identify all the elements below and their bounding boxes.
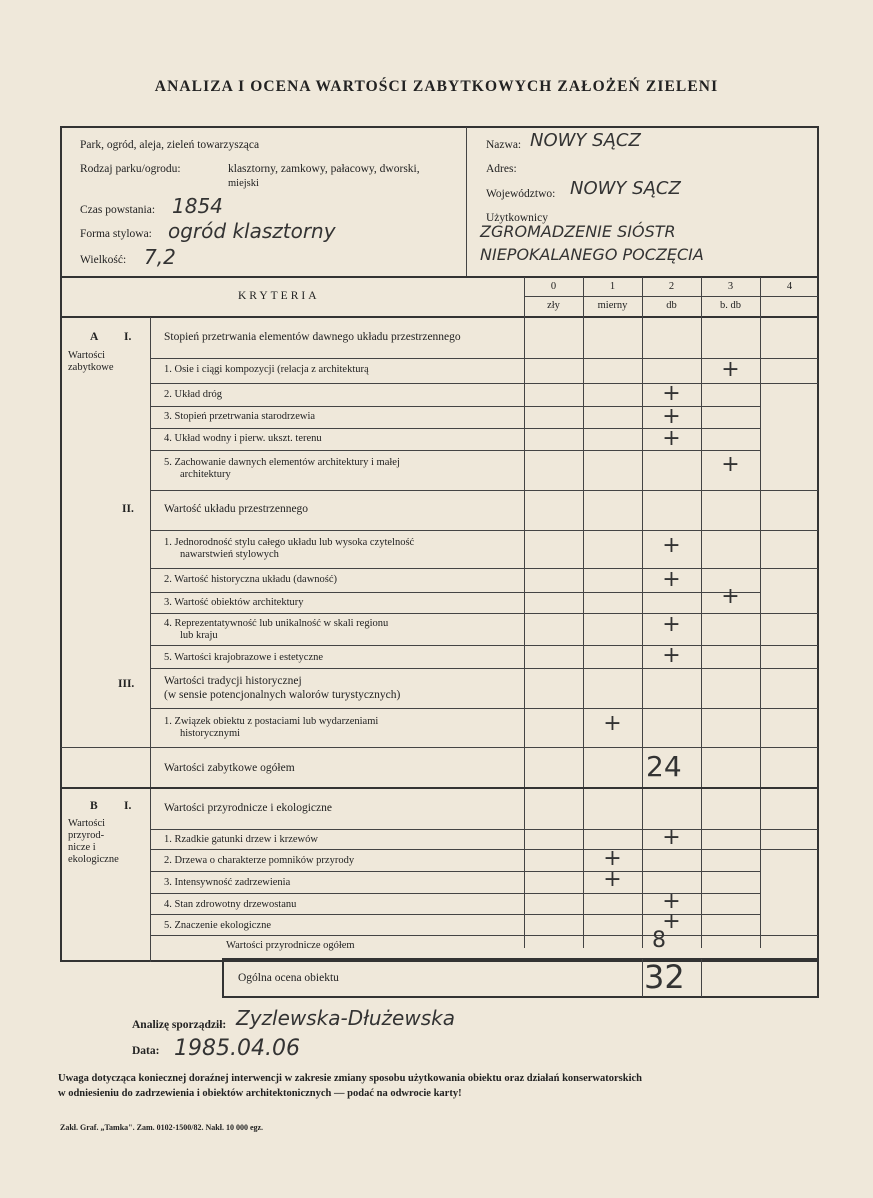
- grid-mark: +: [662, 612, 681, 637]
- a2-item-3: 3. Wartość obiektów architektury: [164, 597, 304, 608]
- overall-value: 32: [644, 958, 685, 996]
- kryteria-bottom-line: [61, 316, 818, 318]
- adres-label: Adres:: [486, 163, 517, 175]
- section-a-name-1: Wartości: [68, 350, 106, 361]
- kryteria-col-num-0: 0: [550, 281, 557, 292]
- forma-value: ogród klasztorny: [168, 219, 336, 243]
- section-b-name-1: Wartości: [68, 818, 106, 829]
- grid-mark: +: [662, 889, 681, 914]
- grid-mark: +: [662, 533, 681, 558]
- rodzaj-options: klasztorny, zamkowy, pałacowy, dworski,: [228, 163, 420, 175]
- kryteria-col-name-2: db: [666, 300, 677, 311]
- row-line: [150, 849, 818, 850]
- grid-mark: +: [662, 381, 681, 406]
- row-line: [150, 747, 818, 748]
- nazwa-value: NOWY SĄCZ: [530, 130, 641, 151]
- section-b-name-2: przyrod-: [68, 830, 105, 841]
- grid-mark: +: [721, 357, 740, 382]
- data-value: 1985.04.06: [174, 1036, 300, 1061]
- section-divider: [61, 787, 818, 789]
- grid-mark: +: [603, 867, 622, 892]
- park-line: Park, ogród, aleja, zieleń towarzysząca: [80, 139, 260, 151]
- grid-mark: +: [662, 909, 681, 934]
- row-line: [150, 568, 818, 569]
- section-a-g3-roman: III.: [118, 678, 135, 690]
- a2-heading: Wartość układu przestrzennego: [164, 503, 309, 515]
- row-line: [150, 613, 818, 614]
- imprint: Zakł. Graf. „Tamka". Zam. 0102-1500/82. Nakł. 10 000 egz.: [60, 1123, 264, 1132]
- b-heading: Wartości przyrodnicze i ekologiczne: [164, 802, 332, 814]
- a3-heading-2: (w sensie potencjonalnych walorów turystycznych): [164, 689, 401, 701]
- row-line: [150, 383, 818, 384]
- kryteria-col-num-4: 4: [786, 281, 793, 292]
- woj-label: Województwo:: [486, 188, 556, 200]
- note-line-1: Uwaga dotycząca koniecznej doraźnej interwencji w zakresie zmiany sposobu użytkowania obiektu oraz działań konserwatorskich: [58, 1073, 642, 1084]
- woj-value: NOWY SĄCZ: [570, 178, 681, 199]
- overall-divider: [701, 959, 702, 997]
- kryteria-col-name-1: mierny: [597, 300, 628, 311]
- b-total-value: 8: [652, 928, 666, 953]
- a2-item-1b: nawarstwień stylowych: [180, 549, 279, 560]
- section-a-left-sep: [61, 747, 151, 748]
- grid-mark: +: [662, 825, 681, 850]
- b-total-label: Wartości przyrodnicze ogółem: [226, 940, 355, 951]
- kryteria-label: KRYTERIA: [238, 290, 320, 302]
- analiza-label: Analizę sporządził:: [132, 1019, 227, 1031]
- section-a-name-2: zabytkowe: [68, 362, 114, 373]
- uzytk-value-2: NIEPOKALANEGO POCZĘCIA: [480, 245, 704, 264]
- a2-item-4b: lub kraju: [180, 630, 218, 641]
- row-line: [150, 645, 818, 646]
- a3-item-1: 1. Związek obiektu z postaciami lub wydarzeniami: [164, 716, 379, 727]
- b-item-4: 4. Stan zdrowotny drzewostanu: [164, 899, 297, 910]
- a2-item-5: 5. Wartości krajobrazowe i estetyczne: [164, 652, 324, 663]
- a2-item-4: 4. Reprezentatywność lub unikalność w skali regionu: [164, 618, 389, 629]
- section-b-code: B: [90, 800, 98, 812]
- analiza-value: Zyzlewska-Dłużewska: [236, 1006, 455, 1030]
- grid-mark: +: [662, 426, 681, 451]
- czas-value: 1854: [172, 194, 223, 218]
- uzytk-value-1: ZGROMADZENIE SIÓSTR: [480, 222, 676, 241]
- czas-label: Czas powstania:: [80, 204, 156, 216]
- grid-mark: +: [662, 567, 681, 592]
- kryteria-col-num-3: 3: [727, 281, 734, 292]
- grid-mark: +: [662, 643, 681, 668]
- left-column-line: [150, 317, 151, 962]
- a-total-value: 24: [646, 750, 682, 783]
- rodzaj-label: Rodzaj parku/ogrodu:: [80, 163, 181, 175]
- a1-item-5: 5. Zachowanie dawnych elementów architektury i małej: [164, 457, 400, 468]
- grid-mark: +: [662, 404, 681, 429]
- grid-mark: +: [603, 711, 622, 736]
- b-item-2: 2. Drzewa o charakterze pomników przyrody: [164, 855, 355, 866]
- b-item-5: 5. Znaczenie ekologiczne: [164, 920, 271, 931]
- grid-mark: +: [721, 584, 740, 609]
- a1-item-4: 4. Układ wodny i pierw. ukszt. terenu: [164, 433, 322, 444]
- overall-divider: [642, 959, 643, 997]
- b-item-3: 3. Intensywność zadrzewienia: [164, 877, 291, 888]
- kryteria-col-name-0: zły: [547, 300, 560, 311]
- a2-item-2: 2. Wartość historyczna układu (dawność): [164, 574, 338, 585]
- note-line-2: w odniesieniu do zadrzewienia i obiektów architektonicznych — podać na odwrocie karty!: [58, 1088, 462, 1099]
- a-total-label: Wartości zabytkowe ogółem: [164, 762, 295, 774]
- row-line: [150, 490, 818, 491]
- a1-item-2: 2. Układ dróg: [164, 389, 223, 400]
- grid-mark: +: [603, 846, 622, 871]
- section-b-roman: I.: [124, 800, 132, 812]
- section-a-roman: I.: [124, 331, 132, 343]
- header-divider: [466, 127, 467, 277]
- a1-item-5b: architektury: [180, 469, 231, 480]
- section-a-code: A: [90, 331, 99, 343]
- data-label: Data:: [132, 1045, 160, 1057]
- a1-item-3: 3. Stopień przetrwania starodrzewia: [164, 411, 316, 422]
- overall-label: Ogólna ocena obiektu: [238, 972, 339, 984]
- uzytk-label: Użytkownicy: [486, 212, 548, 224]
- row-line: [150, 871, 760, 872]
- section-a-g2-roman: II.: [122, 503, 134, 515]
- kryteria-col-name-3: b. db: [720, 300, 741, 311]
- section-b-name-3: nicze i: [68, 842, 96, 853]
- kryteria-col-num-2: 2: [668, 281, 675, 292]
- a3-heading-1: Wartości tradycji historycznej: [164, 675, 302, 687]
- kryteria-mid-line: [524, 296, 818, 297]
- section-b-name-4: ekologiczne: [68, 854, 119, 865]
- wielkosc-value: 7,2: [144, 245, 176, 269]
- grid-mark: +: [721, 452, 740, 477]
- b-item-1: 1. Rzadkie gatunki drzew i krzewów: [164, 834, 318, 845]
- row-line: [150, 530, 818, 531]
- kryteria-col-num-1: 1: [609, 281, 616, 292]
- row-line: [150, 592, 760, 593]
- a1-heading: Stopień przetrwania elementów dawnego układu przestrzennego: [164, 331, 461, 343]
- a3-item-1b: historycznymi: [180, 728, 241, 739]
- nazwa-label: Nazwa:: [486, 139, 522, 151]
- header-bottom-line: [61, 276, 818, 278]
- wielkosc-label: Wielkość:: [80, 254, 127, 266]
- rodzaj-miejski: miejski: [228, 178, 259, 189]
- row-line: [150, 935, 818, 936]
- row-line: [150, 708, 818, 709]
- row-line: [150, 829, 818, 830]
- a1-item-1: 1. Osie i ciągi kompozycji (relacja z architekturą: [164, 364, 369, 375]
- a2-item-1: 1. Jednorodność stylu całego układu lub wysoka czytelność: [164, 537, 415, 548]
- page-title: ANALIZA I OCENA WARTOŚCI ZABYTKOWYCH ZAŁOŻEŃ ZIELENI: [154, 78, 719, 95]
- forma-label: Forma stylowa:: [80, 228, 152, 240]
- row-line: [150, 668, 818, 669]
